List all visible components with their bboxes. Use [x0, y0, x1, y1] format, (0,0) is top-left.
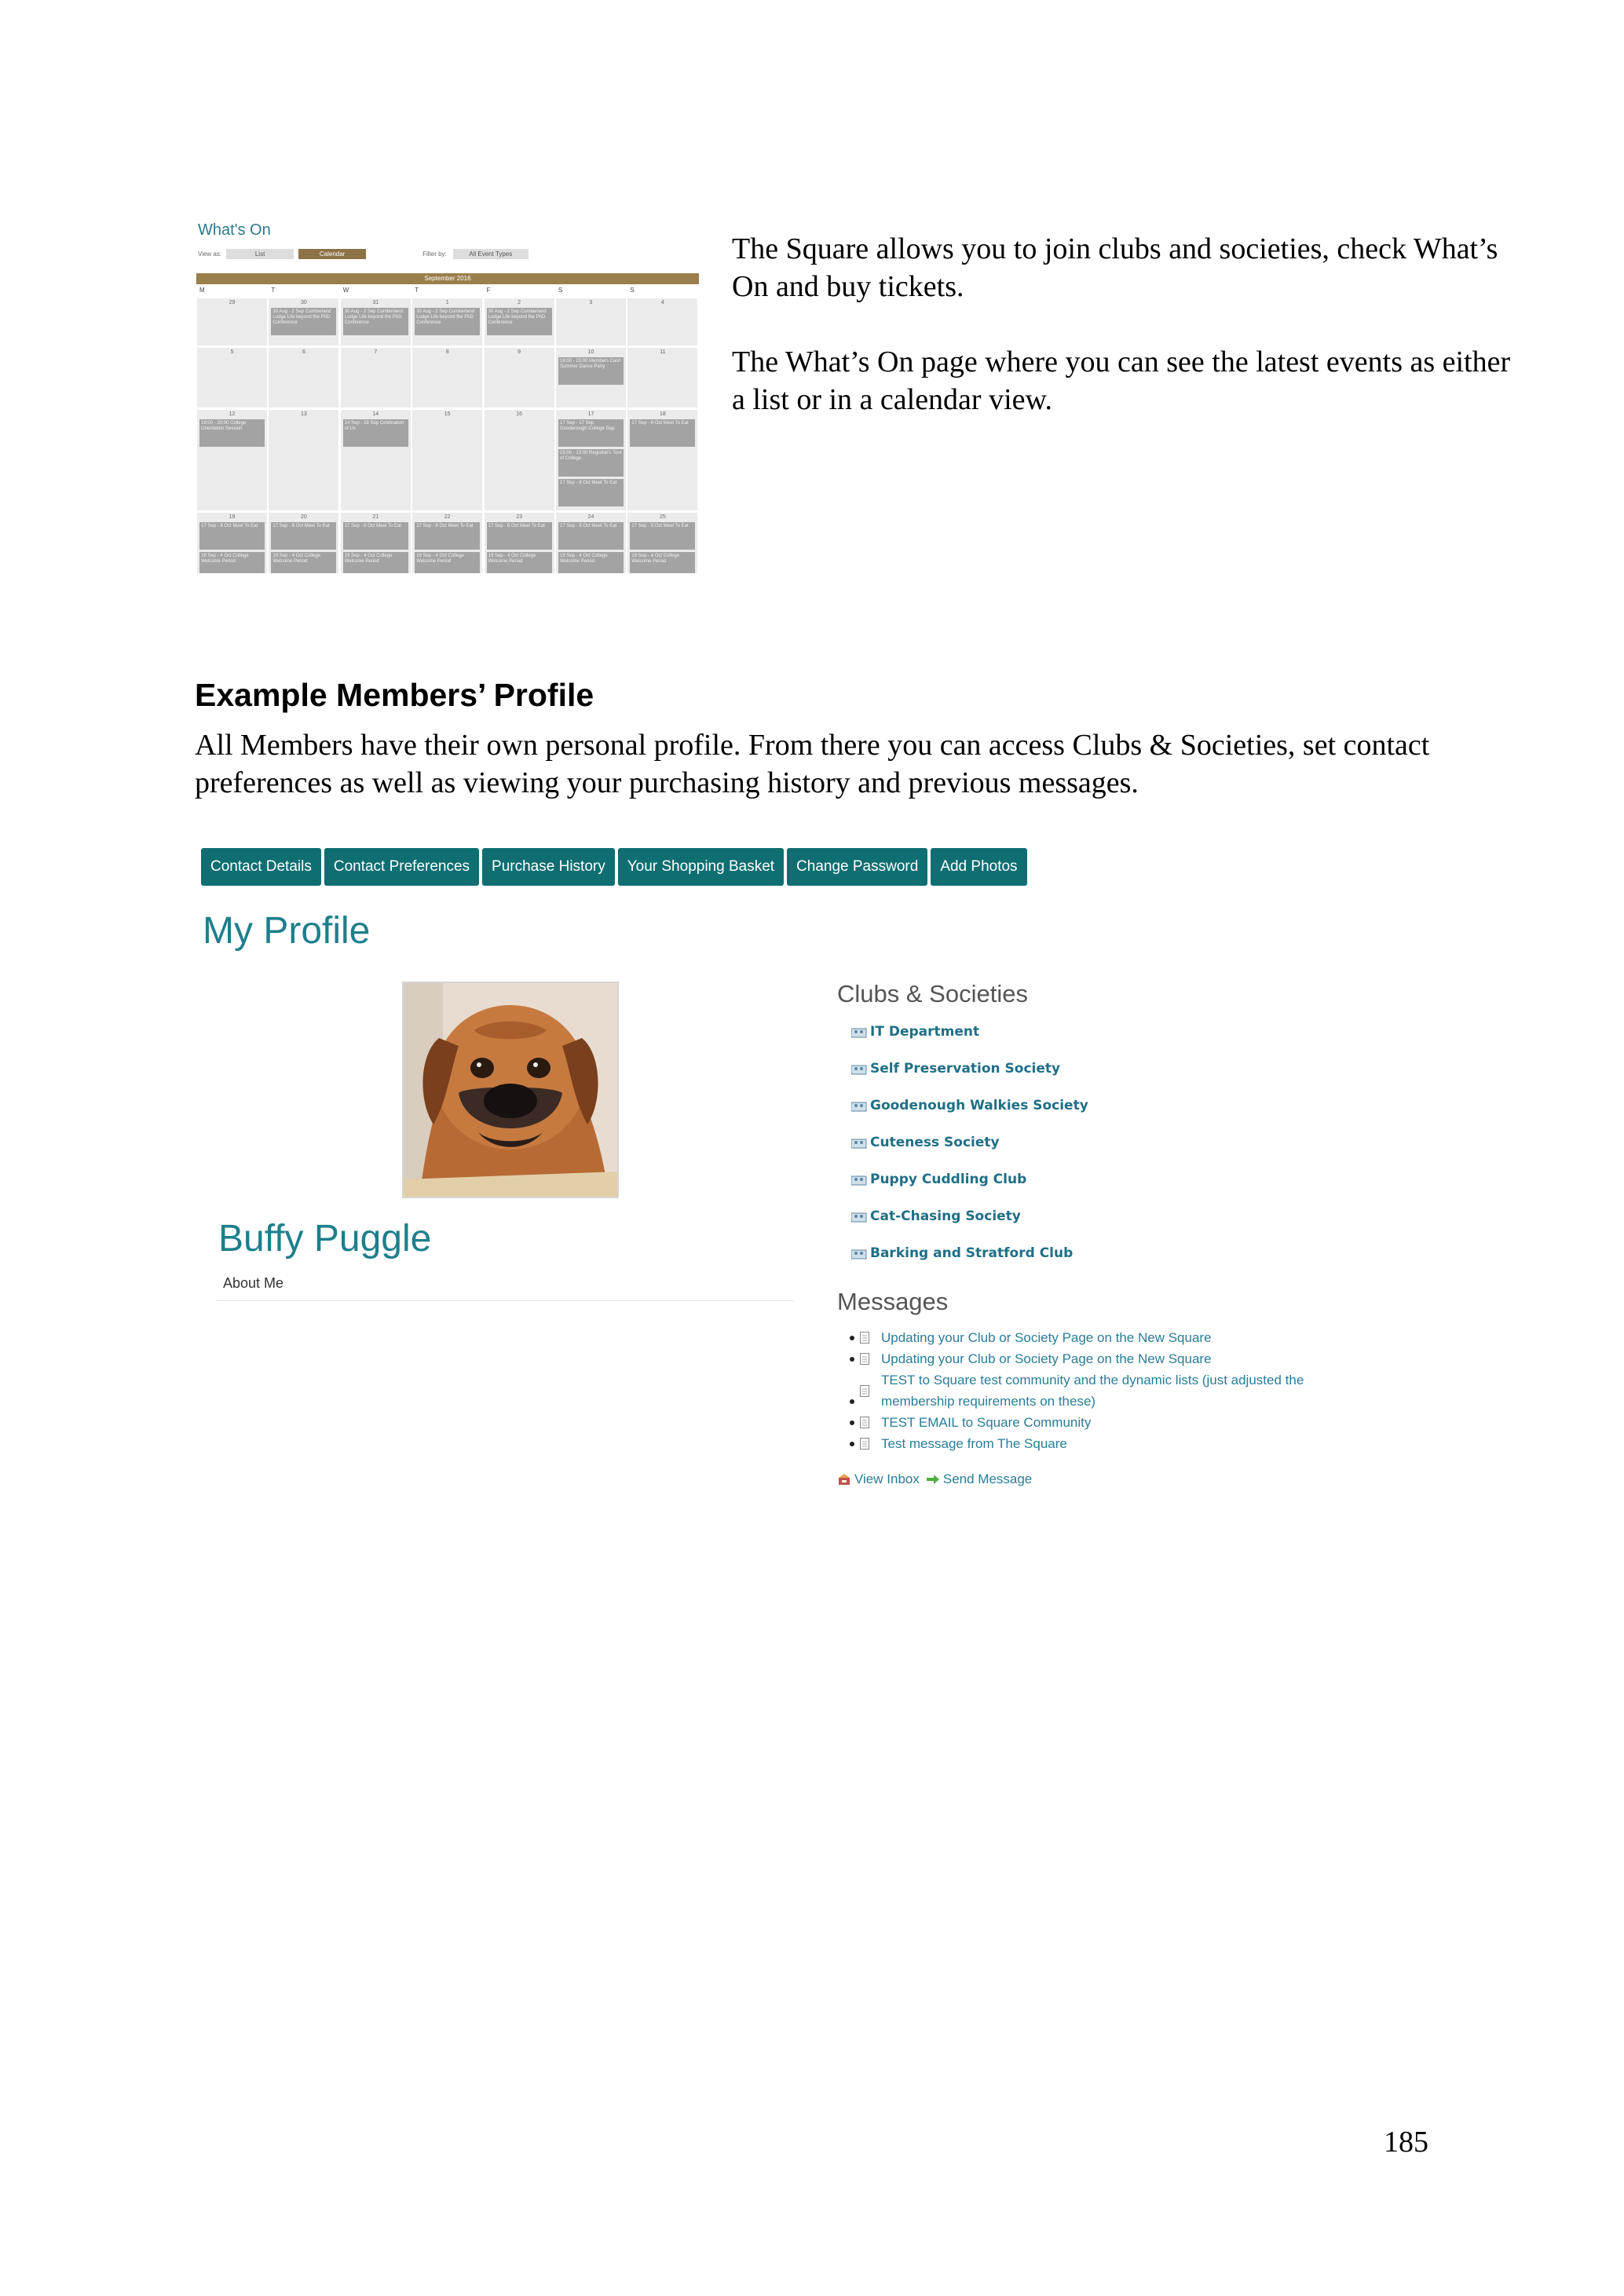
calendar-event[interactable]: 19 Sep - 4 Oct College Welcome Period: [415, 552, 480, 573]
calendar-day-cell: [485, 513, 554, 573]
day-number: 7: [374, 349, 378, 355]
group-icon: [851, 1063, 867, 1073]
section-body: All Members have their own personal profile. From there you can access Clubs & Societies, set contact preferences as well as viewing your purchasing history and previous messages.: [195, 729, 1430, 799]
send-arrow-icon: [926, 1474, 940, 1485]
day-number: 4: [660, 300, 664, 305]
whats-on-calendar-screenshot: [196, 220, 699, 573]
day-number: 19: [229, 514, 236, 520]
weekday-label: F: [486, 287, 491, 294]
calendar-day-cell: [485, 298, 554, 345]
calendar-event[interactable]: 19 Sep - 4 Oct College Welcome Period: [199, 552, 265, 573]
filter-label: Filter by:: [422, 250, 447, 258]
calendar-day-cell: [197, 410, 267, 510]
calendar-event[interactable]: 17 Sep - 8 Oct Meet To Eat: [271, 522, 336, 550]
member-name: Buffy Puggle: [218, 1218, 432, 1260]
day-number: 20: [300, 514, 307, 520]
calendar-day-cell: [341, 513, 411, 573]
month-label: September 2016: [424, 275, 471, 282]
intro-text: [732, 230, 1517, 456]
group-icon: [851, 1248, 867, 1258]
calendar-day-cell: [627, 348, 697, 408]
day-number: 17: [587, 411, 594, 417]
profile-photo: [402, 982, 619, 1198]
club-link-self-preservation-society[interactable]: Self Preservation Society: [851, 1061, 1088, 1098]
weekday-label: S: [558, 287, 563, 294]
day-number: 2: [518, 300, 521, 305]
message-actions: [837, 1472, 1032, 1487]
calendar-event[interactable]: 17 Sep - 8 Oct Meet To Eat: [558, 522, 624, 550]
calendar-event[interactable]: 19 Sep - 4 Oct College Welcome Period: [343, 552, 408, 573]
calendar-day-cell: [556, 348, 626, 408]
day-number: 29: [229, 300, 236, 305]
calendar-day-cell: [197, 298, 267, 345]
calendar-day-cell: [412, 348, 482, 408]
day-number: 9: [518, 349, 521, 355]
calendar-day-cell: [341, 348, 411, 408]
day-number: 15: [444, 411, 451, 417]
calendar-event[interactable]: 30 Aug - 2 Sep Cumberland Lodge Life beyond the PhD Conference: [415, 308, 480, 335]
calendar-day-cell: [341, 410, 411, 510]
view-inbox-link[interactable]: View Inbox: [854, 1472, 920, 1486]
day-number: 1: [445, 300, 449, 305]
clubs-heading: Clubs & Societies: [837, 980, 1028, 1007]
day-number: 11: [660, 349, 666, 355]
club-link-barking-and-stratford-club[interactable]: Barking and Stratford Club: [851, 1245, 1088, 1282]
document-icon: [860, 1438, 869, 1450]
group-icon: [851, 1100, 867, 1110]
day-number: 25: [659, 514, 666, 520]
day-number: 16: [516, 411, 522, 417]
calendar-event[interactable]: 30 Aug - 2 Sep Cumberland Lodge Life beyond the PhD Conference: [487, 308, 552, 335]
inbox-icon: [837, 1473, 851, 1486]
bullet-icon: [850, 1399, 854, 1404]
calendar-day-cell: [412, 298, 482, 345]
day-number: 6: [302, 349, 305, 355]
calendar-event[interactable]: 14 Sep - 18 Sep Celebration of Us: [343, 419, 408, 447]
dog-photo-icon: [404, 983, 617, 1197]
calendar-day-cell: [627, 410, 697, 510]
day-number: 14: [372, 411, 379, 417]
group-icon: [851, 1174, 867, 1184]
day-number: 5: [230, 349, 234, 355]
calendar-day-cell: [341, 298, 411, 345]
club-link-goodenough-walkies-society[interactable]: Goodenough Walkies Society: [851, 1098, 1088, 1135]
calendar-day-cell: [627, 298, 697, 345]
tab-add-photos[interactable]: Add Photos: [931, 848, 1026, 886]
day-number: 21: [372, 514, 379, 520]
calendar-event[interactable]: 30 Aug - 2 Sep Cumberland Lodge Life beyond the PhD Conference: [271, 308, 336, 335]
club-link-it-department[interactable]: IT Department: [851, 1024, 1088, 1061]
calendar-event[interactable]: 17 Sep - 8 Oct Meet To Eat: [630, 419, 695, 447]
month-header: [196, 273, 699, 284]
calendar-day-cell: [412, 410, 482, 510]
day-number: 8: [445, 349, 449, 355]
tab-change-password[interactable]: Change Password: [787, 848, 927, 886]
calendar-event[interactable]: 17 Sep - 17 Sep Goodenough College Gap: [558, 419, 624, 447]
calendar-event[interactable]: 17 Sep - 8 Oct Meet To Eat: [487, 522, 552, 550]
member-profile-screenshot: [201, 848, 1403, 1508]
day-number: 13: [300, 411, 307, 417]
message-link[interactable]: Test message from The Square: [850, 1433, 1368, 1454]
weekday-label: S: [630, 287, 635, 294]
calendar-event[interactable]: 18:00 - 20:00 College Orientation Session: [199, 419, 265, 447]
message-link[interactable]: Updating your Club or Society Page on the New Square: [850, 1348, 1368, 1369]
view-as-label: View as:: [198, 250, 222, 258]
weekday-label: T: [415, 287, 419, 294]
club-link-cat-chasing-society[interactable]: Cat-Chasing Society: [851, 1208, 1088, 1245]
whats-on-title: What's On: [198, 221, 271, 239]
divider: [217, 1300, 794, 1301]
section-heading: Example Members’ Profile: [195, 677, 594, 713]
calendar-day-cell: [269, 298, 338, 345]
intro-paragraph-2: The What’s On page where you can see the latest events as either a list or in a calendar view.: [732, 345, 1511, 416]
send-message-link[interactable]: Send Message: [942, 1472, 1033, 1486]
calendar-day-cell: [485, 348, 554, 408]
group-icon: [851, 1211, 867, 1221]
page-number: 185: [1384, 2126, 1428, 2159]
day-number: 12: [229, 411, 236, 417]
club-link-cuteness-society[interactable]: Cuteness Society: [851, 1135, 1088, 1172]
document-icon: [860, 1353, 869, 1365]
calendar-day-cell: [197, 348, 267, 408]
calendar-day-cell: [556, 513, 626, 573]
bullet-icon: [850, 1442, 854, 1446]
weekday-row: [196, 287, 699, 296]
calendar-event[interactable]: 17 Sep - 8 Oct Meet To Eat: [558, 479, 624, 506]
document-icon: [860, 1332, 869, 1344]
clubs-list: [851, 1024, 1088, 1282]
day-number: 18: [659, 411, 666, 417]
calendar-event[interactable]: 17 Sep - 8 Oct Meet To Eat: [343, 522, 408, 550]
day-number: 22: [444, 514, 451, 520]
calendar-day-cell: [269, 410, 338, 510]
club-link-puppy-cuddling-club[interactable]: Puppy Cuddling Club: [851, 1172, 1088, 1208]
calendar-day-cell: [556, 298, 626, 345]
group-icon: [851, 1026, 867, 1036]
calendar-event[interactable]: 19 Sep - 4 Oct College Welcome Period: [630, 552, 695, 573]
day-number: 24: [587, 514, 594, 520]
profile-tabs: [201, 848, 1027, 886]
bullet-icon: [850, 1336, 854, 1340]
calendar-event[interactable]: 15:00 - 13:00 Registrar's Tour of College: [558, 449, 624, 477]
tab-contact-preferences[interactable]: Contact Preferences: [324, 848, 479, 886]
day-number: 3: [589, 300, 593, 305]
calendar-day-cell: [197, 513, 267, 573]
messages-list: [850, 1327, 1368, 1454]
calendar-event[interactable]: 17 Sep - 8 Oct Meet To Eat: [415, 522, 480, 550]
page-title: My Profile: [203, 910, 371, 952]
day-number: 31: [372, 300, 379, 305]
bullet-icon: [850, 1420, 854, 1425]
message-link[interactable]: Updating your Club or Society Page on the New Square: [850, 1327, 1368, 1348]
calendar-day-cell: [485, 410, 554, 510]
tab-shopping-basket[interactable]: Your Shopping Basket: [618, 848, 784, 886]
calendar-event[interactable]: 17 Sep - 8 Oct Meet To Eat: [199, 522, 265, 550]
calendar-event[interactable]: 19 Sep - 4 Oct College Welcome Period: [271, 552, 336, 573]
tab-contact-details[interactable]: Contact Details: [201, 848, 321, 886]
calendar-event[interactable]: 19 Sep - 4 Oct College Welcome Period: [558, 552, 624, 573]
weekday-label: M: [199, 287, 205, 294]
calendar-event[interactable]: 30 Aug - 2 Sep Cumberland Lodge Life beyond the PhD Conference: [343, 308, 408, 335]
calendar-event[interactable]: 17 Sep - 8 Oct Meet To Eat: [630, 522, 695, 550]
calendar-day-cell: [627, 513, 697, 573]
view-calendar-button[interactable]: Calendar: [298, 249, 366, 259]
calendar-event[interactable]: 19 Sep - 4 Oct College Welcome Period: [487, 552, 552, 573]
view-controls: [198, 247, 529, 260]
day-number: 23: [516, 514, 522, 520]
calendar-day-cell: [556, 410, 626, 510]
message-link[interactable]: TEST EMAIL to Square Community: [850, 1412, 1368, 1433]
messages-heading: Messages: [837, 1288, 949, 1315]
intro-paragraph-1: The Square allows you to join clubs and societies, check What’s On and buy tickets.: [732, 232, 1498, 303]
view-list-button[interactable]: List: [226, 249, 294, 259]
about-me-label: About Me: [223, 1275, 284, 1291]
calendar-event[interactable]: 18:00 - 23:00 Members Cash Summer Dance Party: [558, 357, 624, 385]
calendar-day-cell: [412, 513, 482, 573]
calendar-day-cell: [269, 513, 338, 573]
tab-purchase-history[interactable]: Purchase History: [482, 848, 615, 886]
group-icon: [851, 1137, 867, 1147]
document-icon: [860, 1417, 869, 1428]
day-number: 10: [587, 349, 594, 355]
bullet-icon: [850, 1357, 854, 1362]
day-number: 30: [300, 300, 307, 305]
filter-select[interactable]: All Event Types: [453, 249, 529, 259]
weekday-label: T: [271, 287, 276, 294]
message-link[interactable]: TEST to Square test community and the dynamic lists (just adjusted the membership requirements on these): [850, 1369, 1368, 1412]
calendar-day-cell: [269, 348, 338, 408]
document-icon: [860, 1385, 869, 1397]
weekday-label: W: [342, 287, 349, 294]
